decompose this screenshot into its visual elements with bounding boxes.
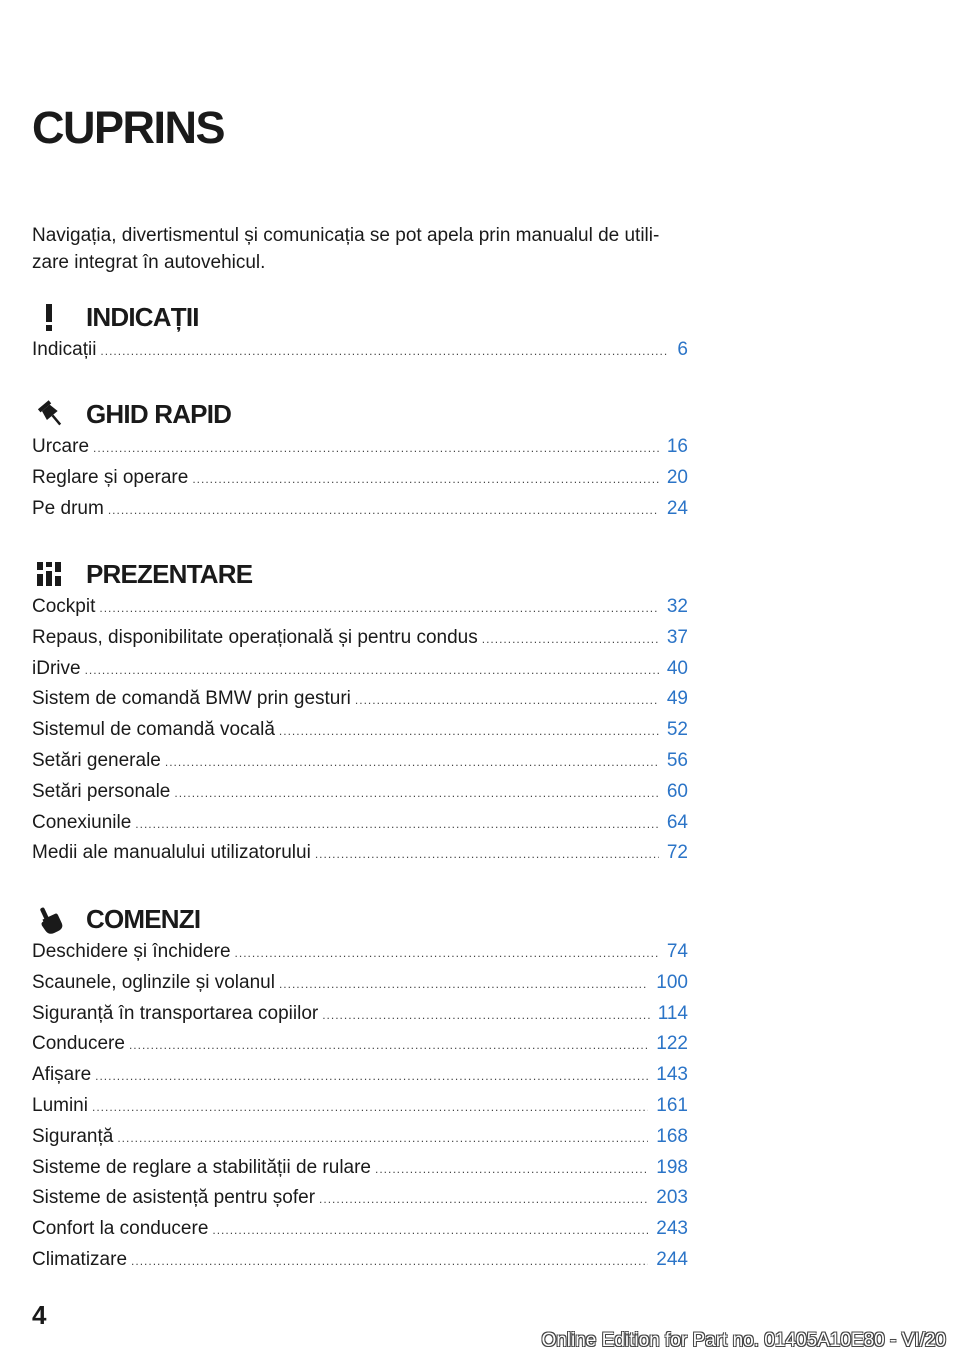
toc-entry-label: Siguranță — [32, 1125, 114, 1147]
toc-page-link[interactable]: 244 — [656, 1248, 688, 1270]
toc-entry-label: Lumini — [32, 1094, 88, 1116]
toc-entry-label: Repaus, disponibilitate operațională și pentru condus — [32, 626, 478, 648]
toc-entry[interactable] — [32, 339, 688, 370]
toc-entry[interactable] — [32, 1064, 688, 1095]
toc-entry[interactable] — [32, 972, 688, 1003]
dot-leader — [279, 724, 659, 738]
toc-page-link[interactable]: 6 — [677, 339, 688, 360]
section-heading-indicatii — [32, 300, 199, 334]
toc-entry[interactable] — [32, 627, 688, 658]
toc-entry[interactable] — [32, 1187, 688, 1218]
toc-entry[interactable] — [32, 658, 688, 689]
toc-entry[interactable] — [32, 1095, 688, 1126]
toc-entry-label: Conexiunile — [32, 811, 132, 833]
exclamation-icon — [32, 300, 70, 334]
toc-entry-label: Medii ale manualului utilizatorului — [32, 842, 311, 864]
dot-leader — [135, 817, 659, 831]
toc-entry[interactable] — [32, 781, 688, 812]
toc-entry-label: Afișare — [32, 1064, 92, 1086]
section-title: PREZENTARE — [86, 558, 253, 589]
toc-page-link[interactable]: 143 — [656, 1064, 688, 1086]
toc-entry-label: Confort la conducere — [32, 1218, 209, 1240]
grid-icon — [32, 557, 70, 591]
toc-page-link[interactable]: 64 — [666, 811, 688, 833]
page-number: 4 — [32, 1300, 47, 1330]
toc-list-prezentare — [32, 596, 688, 873]
toc-page-link[interactable]: 60 — [666, 780, 688, 802]
dot-leader — [99, 601, 659, 615]
toc-page-link[interactable]: 32 — [666, 596, 688, 617]
dot-leader — [95, 1069, 648, 1083]
toc-page-link[interactable]: 40 — [666, 657, 688, 679]
dot-leader — [192, 472, 659, 486]
toc-page-link[interactable]: 49 — [666, 688, 688, 710]
dot-leader — [174, 786, 658, 800]
toc-page-link[interactable]: 56 — [666, 749, 688, 771]
intro-text: Navigația, divertismentul și comunicația se pot apela prin manualul de utili-zare integrat în autovehicul. — [32, 225, 660, 273]
toc-entry-label: Conducere — [32, 1033, 125, 1055]
toc-entry-label: Scaunele, oglinzile și volanul — [32, 971, 275, 993]
dot-leader — [108, 503, 659, 517]
toc-entry-label: Urcare — [32, 436, 90, 457]
footer-edition-text: Online Edition for Part no. 01405A10E80 - VI/20 — [541, 1330, 946, 1351]
toc-entry-label: Setări generale — [32, 749, 161, 771]
pin-icon — [32, 397, 70, 431]
toc-page-link[interactable]: 168 — [656, 1125, 688, 1147]
toc-page-link[interactable]: 74 — [666, 941, 688, 962]
toc-entry-label: Cockpit — [32, 596, 96, 617]
toc-page-link[interactable]: 198 — [656, 1156, 688, 1178]
toc-entry-label: Indicații — [32, 339, 97, 360]
toc-page-link[interactable]: 114 — [657, 1002, 688, 1024]
section-heading-comenzi — [32, 902, 200, 936]
dot-leader — [319, 1192, 648, 1206]
toc-page-link[interactable]: 16 — [666, 436, 688, 457]
toc-page-link[interactable]: 37 — [666, 626, 688, 648]
toc-entry-label: Sisteme de asistență pentru șofer — [32, 1187, 316, 1209]
toc-page-link[interactable]: 20 — [666, 466, 688, 488]
toc-page-link[interactable]: 203 — [656, 1187, 688, 1209]
toc-entry[interactable] — [32, 812, 688, 843]
toc-page-link[interactable]: 243 — [656, 1218, 688, 1240]
section-title: COMENZI — [86, 903, 201, 934]
toc-entry-label: Pe drum — [32, 497, 104, 519]
section-heading-ghid-rapid — [32, 397, 231, 431]
toc-entry-label: Sistem de comandă BMW prin gesturi — [32, 688, 351, 710]
toc-list-comenzi — [32, 941, 688, 1280]
dot-leader — [92, 1100, 648, 1114]
toc-entry-label: Sistemul de comandă vocală — [32, 719, 275, 741]
toc-entry-label: Deschidere și închidere — [32, 941, 231, 962]
toc-entry[interactable] — [32, 1033, 688, 1064]
toc-entry[interactable] — [32, 596, 688, 627]
toc-entry[interactable] — [32, 1157, 688, 1188]
dot-leader — [322, 1008, 649, 1022]
toc-entry[interactable] — [32, 688, 688, 719]
toc-page-link[interactable]: 100 — [656, 971, 688, 993]
toc-entry[interactable] — [32, 467, 688, 498]
toc-entry[interactable] — [32, 1218, 688, 1249]
toc-entry-label: iDrive — [32, 657, 81, 679]
toc-entry-label: Climatizare — [32, 1248, 128, 1270]
toc-entry[interactable] — [32, 719, 688, 750]
dot-leader — [117, 1131, 648, 1145]
section-title: INDICAȚII — [86, 301, 199, 332]
toc-entry[interactable] — [32, 1003, 688, 1034]
dot-leader — [375, 1162, 648, 1176]
hand-pointer-icon — [32, 902, 70, 936]
toc-entry-label: Siguranță în transportarea copiilor — [32, 1002, 319, 1024]
toc-page-link[interactable]: 122 — [656, 1033, 688, 1055]
dot-leader — [355, 693, 659, 707]
toc-entry[interactable] — [32, 941, 688, 972]
toc-entry-label: Sisteme de reglare a stabilității de rulare — [32, 1156, 372, 1178]
toc-entry[interactable] — [32, 1126, 688, 1157]
toc-page-link[interactable]: 24 — [666, 497, 688, 519]
toc-entry[interactable] — [32, 498, 688, 529]
section-heading-prezentare — [32, 557, 252, 591]
dot-leader — [212, 1223, 648, 1237]
dot-leader — [93, 441, 659, 455]
dot-leader — [131, 1254, 648, 1268]
toc-page-link[interactable]: 72 — [666, 842, 688, 864]
dot-leader — [165, 755, 659, 769]
toc-entry[interactable] — [32, 750, 688, 781]
dot-leader — [85, 663, 659, 677]
toc-entry-label: Setări personale — [32, 780, 171, 802]
toc-entry[interactable] — [32, 436, 688, 467]
toc-entry[interactable] — [32, 842, 688, 873]
dot-leader — [129, 1038, 648, 1052]
toc-list-indicatii — [32, 339, 688, 370]
dot-leader — [315, 847, 659, 861]
toc-page-link[interactable]: 161 — [656, 1094, 688, 1116]
toc-entry[interactable] — [32, 1249, 688, 1280]
dot-leader — [235, 946, 659, 960]
toc-page-link[interactable]: 52 — [666, 719, 688, 741]
section-title: GHID RAPID — [86, 398, 232, 429]
dot-leader — [482, 632, 659, 646]
toc-entry-label: Reglare și operare — [32, 466, 189, 488]
page-title: CUPRINS — [32, 102, 225, 153]
dot-leader — [279, 977, 648, 991]
toc-list-ghid-rapid — [32, 436, 688, 528]
dot-leader — [100, 344, 669, 358]
